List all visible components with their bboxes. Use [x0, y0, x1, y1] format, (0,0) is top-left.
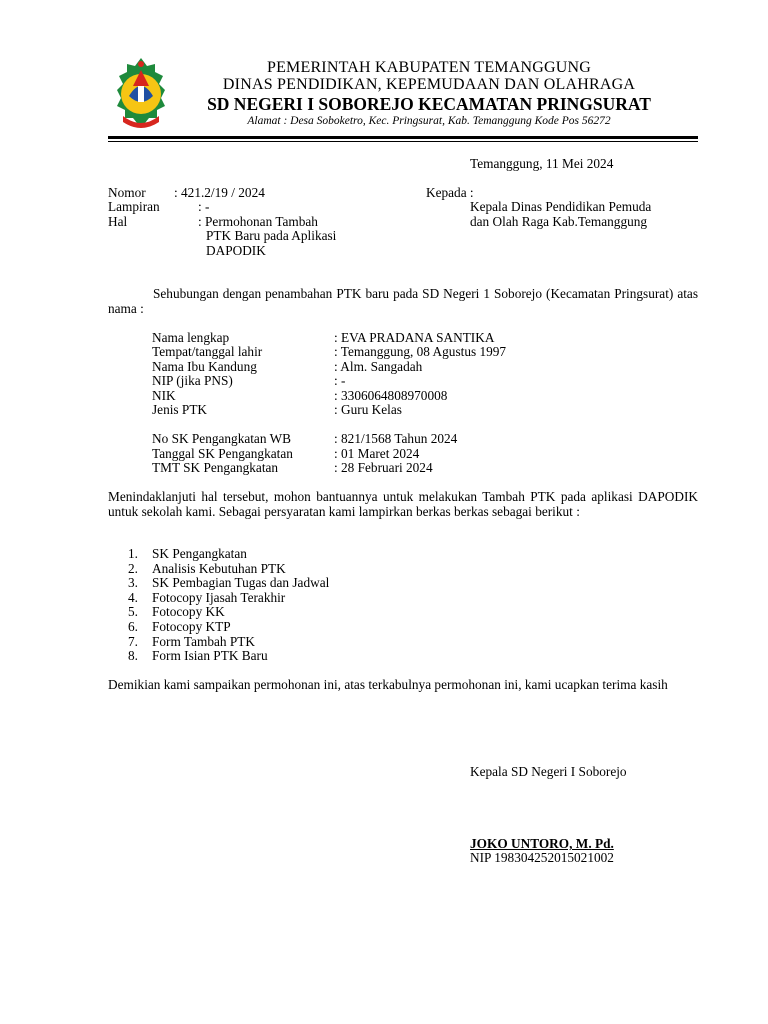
- letter-date: Temanggung, 11 Mei 2024: [470, 156, 614, 171]
- recipient-line2: dan Olah Raga Kab.Temanggung: [470, 214, 648, 229]
- lampiran-label: Lampiran: [108, 199, 160, 214]
- hal-value-line1: : Permohonan Tambah: [198, 214, 318, 229]
- signature-name: JOKO UNTORO, M. Pd.: [470, 836, 614, 851]
- list-item: 3. SK Pembagian Tugas dan Jadwal: [128, 575, 330, 591]
- letterhead-line-government: PEMERINTAH KABUPATEN TEMANGGUNG: [266, 59, 592, 76]
- lampiran-value: : -: [198, 199, 210, 214]
- nomor-label: Nomor: [108, 185, 146, 200]
- identity-row: Nama lengkap : EVA PRADANA SANTIKA: [152, 330, 495, 345]
- list-item: 8. Form Isian PTK Baru: [128, 648, 268, 664]
- letterhead-divider-thick: [108, 136, 698, 139]
- letterhead-address: Alamat : Desa Soboketro, Kec. Pringsurat, Kab. Temanggung Kode Pos 56272: [247, 115, 611, 127]
- appointment-row: No SK Pengangkatan WB : 821/1568 Tahun 2024: [152, 431, 458, 446]
- list-item: 2. Analisis Kebutuhan PTK: [128, 560, 286, 576]
- appointment-row: Tanggal SK Pengangkatan : 01 Maret 2024: [152, 446, 420, 461]
- identity-row: Tempat/tanggal lahir : Temanggung, 08 Agustus 1997: [152, 344, 507, 359]
- hal-value-line3: DAPODIK: [206, 243, 266, 258]
- recipient-line1: Kepala Dinas Pendidikan Pemuda: [470, 199, 652, 214]
- recipient-kepada: Kepada :: [426, 185, 474, 200]
- letterhead: [170, 60, 688, 129]
- hal-value-line2: PTK Baru pada Aplikasi: [206, 228, 337, 243]
- signature-nip: NIP 198304252015021002: [470, 850, 614, 865]
- followup-paragraph: Menindaklanjuti hal tersebut, mohon bantuannya untuk melakukan Tambah PTK pada aplikasi DAPODIK untuk sekolah kami. Sebagai persyaratan kami lampirkan berkas berkas sebagai berikut :: [108, 489, 698, 519]
- identity-row: NIK : 3306064808970008: [152, 388, 448, 403]
- list-item: 6. Fotocopy KTP: [128, 618, 231, 634]
- identity-row: Jenis PTK : Guru Kelas: [152, 402, 402, 417]
- list-item: 4. Fotocopy Ijasah Terakhir: [128, 589, 286, 605]
- letterhead-line-department: DINAS PENDIDIKAN, KEPEMUDAAN DAN OLAHRAGA: [222, 76, 636, 93]
- closing-paragraph: Demikian kami sampaikan permohonan ini, atas terkabulnya permohonan ini, kami ucapkan terima kasih: [108, 677, 668, 692]
- attachment-list: [128, 547, 329, 664]
- identity-row: NIP (jika PNS) : -: [152, 373, 346, 388]
- list-item: 7. Form Tambah PTK: [128, 633, 255, 649]
- intro-paragraph: Sehubungan dengan penambahan PTK baru pada SD Negeri 1 Soborejo (Kecamatan Pringsurat) atas nama :: [108, 286, 698, 316]
- appointment-row: TMT SK Pengangkatan : 28 Februari 2024: [152, 460, 433, 475]
- letterhead-divider-thin: [108, 141, 698, 142]
- nomor-value: : 421.2/19 / 2024: [174, 185, 265, 200]
- list-item: 5. Fotocopy KK: [128, 604, 225, 620]
- identity-row: Nama Ibu Kandung : Alm. Sangadah: [152, 359, 423, 374]
- letterhead-school-name: SD NEGERI I SOBOREJO KECAMATAN PRINGSURAT: [207, 94, 651, 114]
- list-item: 1. SK Pengangkatan: [128, 546, 247, 561]
- kabupaten-emblem-logo: [111, 56, 171, 136]
- signature-title: Kepala SD Negeri I Soborejo: [470, 764, 627, 779]
- hal-label: Hal: [108, 214, 128, 229]
